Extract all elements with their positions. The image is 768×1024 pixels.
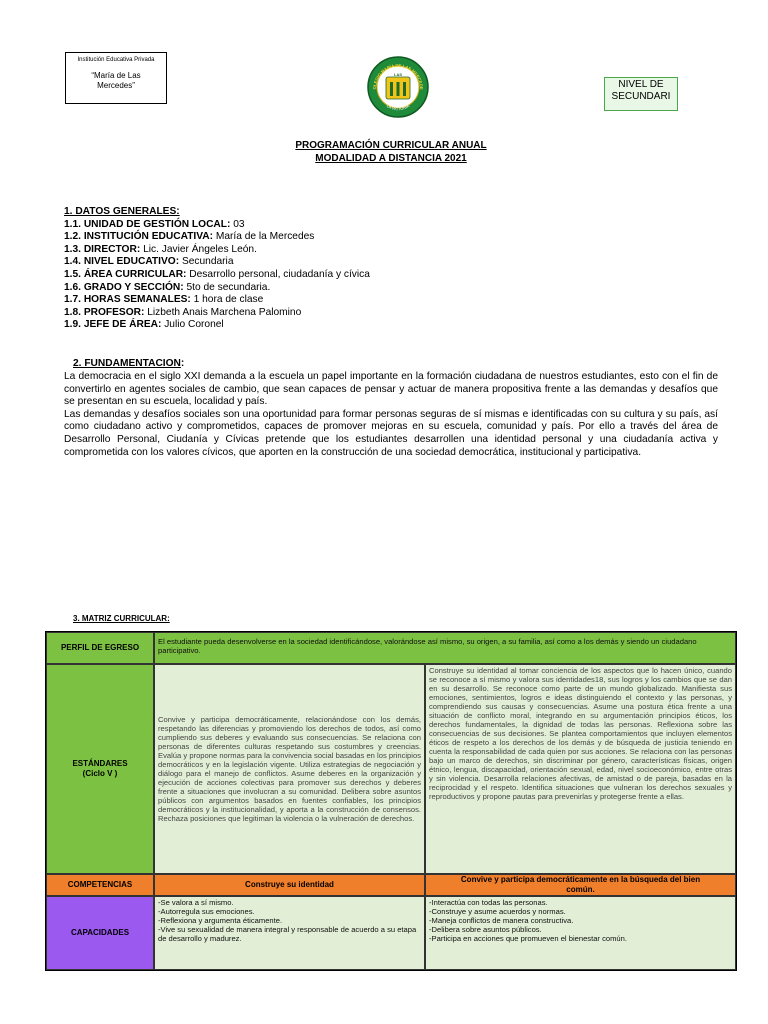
- profile-label: PERFIL DE EGRESO: [46, 632, 154, 664]
- level-box: NIVEL DE SECUNDARI: [604, 77, 678, 111]
- capacity-item: -Se valora a sí mismo.: [158, 898, 234, 907]
- capacities-left: [154, 896, 425, 970]
- general-data-item: 1.4. NIVEL EDUCATIVO: Secundaria: [64, 256, 234, 268]
- foundation-text: [64, 371, 718, 459]
- general-data-item: 1.6. GRADO Y SECCIÓN: 5to de secundaria.: [64, 281, 271, 293]
- standard-right-text: Construye su identidad al tomar conciencia de los aspectos que lo hacen único, cuando se reconoce a sí mismo y valora sus identidades18, sus logros y los cambios que se dan en su desarrollo. Se reconoce como parte de un mundo globalizado. Manifiesta sus emociones, sentimientos, logros e ideas distinguiendo el contexto y las personas, y comprendiendo sus causas y consecuencias. Asume una postura ética frente a una situación de conflicto moral, integrando en su argumentación principios éticos, los derechos fundamentales, la dignidad de todas las personas. Reflexiona sobre las consecuencias de sus decisiones. Se plantea comportamientos que incluyen elementos éticos de respeto a los derechos de los demás y de búsqueda de justicia teniendo en cuenta la responsabilidad de cada quien por sus acciones. Se relaciona con las personas bajo un marco de derechos, sin discriminar por género, características físicas, origen étnico, lengua, discapacidad, orientación sexual, edad, nivel socioeconómico, entre otras y sin violencia. Desarrolla relaciones afectivas, de amistad o de pareja, basadas en la reciprocidad y el respeto. Identifica situaciones que vulneran los derechos sexuales y reproductivos y propone pautas para prevenirlas y protegerse frente a ellas.: [425, 664, 736, 874]
- foundation-paragraph: Las demandas y desafíos sociales son una oportunidad para formar personas seguras de sí mismas e identificadas con su cultura y su país, así como ciudadano activo y comprometidos, capaces de promover mejoras en su escuela, comunidad y país. Por ello a través del área de Desarrollo Personal, Ciudanía y Cívicas pretende que los estudiantes desarrollen una identidad personal y una ciudadanía activa y comprometida con los valores cívicos, que aporten en la construcción de una sociedad democrática, institucional y participativa.: [64, 408, 718, 458]
- general-data-item: 1.7. HORAS SEMANALES: 1 hora de clase: [64, 294, 264, 306]
- capacity-item: -Autorregula sus emociones.: [158, 907, 255, 916]
- capacities-right: [425, 896, 736, 970]
- capacity-item: -Interactúa con todas las personas.: [429, 898, 548, 907]
- general-data-item: 1.5. ÁREA CURRICULAR: Desarrollo personal, ciudadanía y cívica: [64, 268, 370, 280]
- institution-box: [65, 52, 167, 104]
- logo-top-text: OLEGIO MARÍA DE LAS MERCEDE: [371, 62, 425, 90]
- general-data-item: 1.3. DIRECTOR: Lic. Javier Ángeles León.: [64, 243, 257, 255]
- general-data-item: 1.1. UNIDAD DE GESTIÓN LOCAL: 03: [64, 218, 245, 230]
- foundation-heading: 2. FUNDAMENTACION:: [73, 358, 185, 369]
- general-data-item: 1.2. INSTITUCIÓN EDUCATIVA: María de la Mercedes: [64, 231, 315, 243]
- general-data-section: [64, 206, 724, 332]
- school-logo: [366, 55, 430, 119]
- standard-left-text: Convive y participa democráticamente, relacionándose con los demás, respetando las diferencias y promoviendo los derechos de todos, así como cumpliendo sus deberes y evaluando sus consecuencias. Se relaciona con personas de diferentes culturas respetando sus costumbres y creencias. Evalúa y propone normas para la convivencia social basadas en los principios democráticos y en la legislación vigente. Utiliza estrategias de negociación y diálogo para el manejo de conflictos. Asume deberes en la organización y ejecución de acciones colectivas para promover sus derechos y deberes frente a situaciones que involucran a su comunidad. Delibera sobre asuntos públicos con argumentos basados en fuentes confiables, los principios democráticos y la institucionalidad, y aporta a la construcción de consensos. Rechaza posiciones que legitiman la violencia o la vulneración de derechos.: [154, 664, 425, 874]
- capacities-label: CAPACIDADES: [46, 896, 154, 970]
- page-title: PROGRAMACIÓN CURRICULAR ANUAL: [295, 140, 487, 151]
- competency-right: Convive y participa democráticamente en la búsqueda del bien común.: [425, 874, 736, 896]
- capacity-item: -Reflexiona y argumenta éticamente.: [158, 916, 283, 925]
- capacity-item: -Delibera sobre asuntos públicos.: [429, 925, 542, 934]
- institution-name: “María de Las Mercedes”: [91, 71, 141, 90]
- competencies-label: COMPETENCIAS: [46, 874, 154, 896]
- capacity-item: -Vive su sexualidad de manera integral y responsable de acuerdo a su etapa de desarrollo y madurez.: [158, 925, 417, 943]
- general-data-heading: 1. DATOS GENERALES:: [64, 206, 180, 217]
- capacity-item: -Maneja conflictos de manera constructiva.: [429, 916, 574, 925]
- profile-text: El estudiante pueda desenvolverse en la sociedad identificándose, valorándose así mismo, su origen, a su familia, así como a los demás y siendo un ciudadano participativo.: [154, 632, 736, 664]
- capacity-item: -Participa en acciones que promueven el bienestar común.: [429, 934, 627, 943]
- general-data-item: 1.8. PROFESOR: Lizbeth Anais Marchena Palomino: [64, 306, 302, 318]
- logo-badge: LAS: [394, 72, 402, 77]
- curriculum-matrix: [45, 631, 737, 971]
- matrix-heading: 3. MATRIZ CURRICULAR:: [73, 614, 170, 623]
- standards-label: ESTÁNDARES (Ciclo V ): [46, 664, 154, 874]
- page-subtitle: MODALIDAD A DISTANCIA 2021: [315, 153, 467, 164]
- competency-left: Construye su identidad: [154, 874, 425, 896]
- logo-bottom-text: LA VICTORIA: [385, 103, 411, 112]
- general-data-item: 1.9. JEFE DE ÁREA: Julio Coronel: [64, 319, 224, 331]
- capacity-item: -Construye y asume acuerdos y normas.: [429, 907, 566, 916]
- foundation-paragraph: La democracia en el siglo XXI demanda a la escuela un papel importante en la formación ciudadana de nuestros estudiantes, esto con el fin de convertirlo en agentes sociales de cambio, que sean capaces de pensar y actuar de manera propositiva frente a las demandas y desafíos que se presentan en su escuela, localidad y país.: [64, 371, 718, 408]
- institution-label: Institución Educativa Privada: [77, 57, 155, 63]
